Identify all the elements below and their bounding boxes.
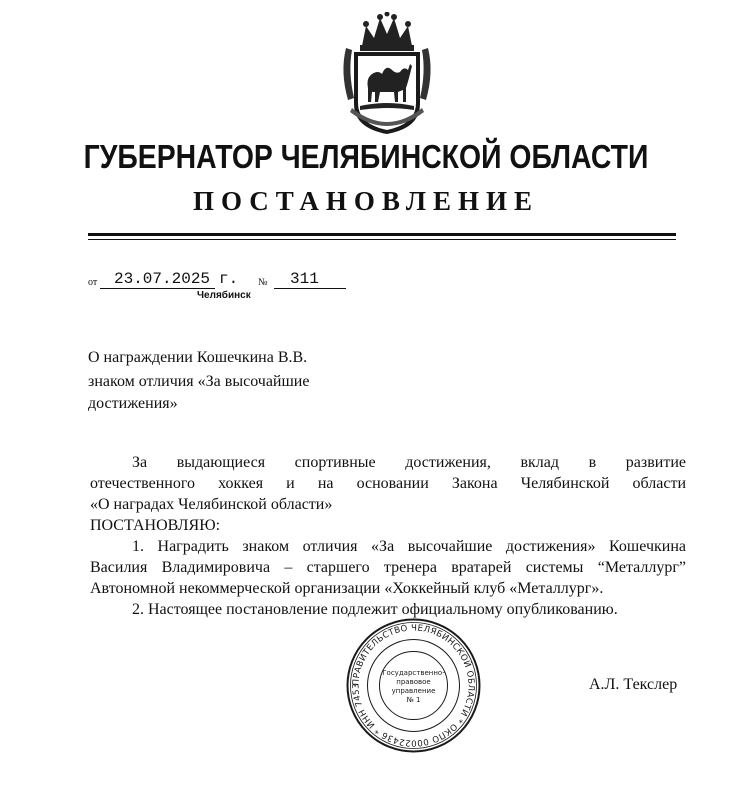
stamp-outer-text: ПРАВИТЕЛЬСТВО ЧЕЛЯБИНСКОЙ ОБЛАСТИ * ОКПО 00022436 * ИНН 7453	[351, 623, 476, 748]
date-prefix-label: от	[88, 277, 98, 288]
item-1-line-1: 1. Наградить знаком отличия «За высочайшие достижения» Кошечкина	[132, 538, 686, 555]
coat-of-arms-emblem	[338, 12, 436, 138]
resolve-word: ПОСТАНОВЛЯЮ:	[90, 517, 221, 534]
number-label: №	[258, 277, 268, 288]
subject-line-3: достижения»	[88, 395, 178, 412]
stamp-center-line-3: управление	[391, 687, 436, 695]
header-divider-thin	[88, 239, 676, 240]
year-suffix: г.	[219, 270, 239, 288]
city-name: Челябинск	[197, 290, 251, 301]
number-underline	[274, 288, 346, 289]
header-divider-thick	[88, 233, 676, 236]
subject-line-1: О награждении Кошечкина В.В.	[88, 349, 308, 366]
issuer-title: ГУБЕРНАТОР ЧЕЛЯБИНСКОЙ ОБЛАСТИ	[83, 138, 649, 175]
stamp-center-line-1: Государственно-	[382, 669, 445, 677]
item-2: 2. Настоящее постановление подлежит официальному опубликованию.	[132, 601, 618, 618]
subject-line-2: знаком отличия «За высочайшие	[88, 373, 310, 390]
stamp-center-line-2: правовое	[396, 678, 431, 686]
intro-line-1: За выдающиеся спортивные достижения, вклад в развитие	[132, 454, 686, 471]
document-body	[90, 452, 686, 620]
item-1-line-3: Автономной некоммерческой организации «Хоккейный клуб «Металлург».	[90, 580, 604, 597]
date-underline	[100, 288, 215, 289]
signatory-name: А.Л. Текслер	[589, 676, 678, 693]
stamp-center-line-4: № 1	[406, 696, 421, 704]
document-number: 311	[290, 270, 319, 288]
intro-line-3: «О наградах Челябинской области»	[90, 496, 333, 513]
item-1-line-2: Василия Владимировича – старшего тренера вратарей системы “Металлург”	[90, 559, 686, 576]
official-stamp	[345, 617, 482, 754]
intro-line-2: отечественного хоккея и на основании Закона Челябинской области	[90, 475, 686, 492]
document-date: 23.07.2025	[114, 270, 211, 288]
document-type-heading: ПОСТАНОВЛЕНИЕ	[192, 186, 540, 216]
